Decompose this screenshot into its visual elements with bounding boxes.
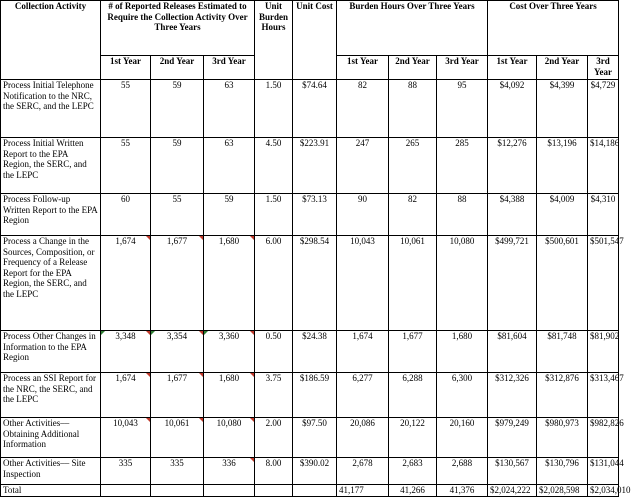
- unit-burden-hours-cell: 8.00: [255, 458, 293, 485]
- comment-flag-icon: [199, 331, 203, 335]
- releases-year-3-value: 3,360: [218, 331, 240, 341]
- burden-year-3-cell: 10,080: [437, 236, 488, 331]
- comment-flag-icon: [250, 418, 254, 422]
- activity-cell: Other Activities–– Site Inspection: [1, 458, 101, 485]
- comment-flag-icon: [199, 236, 203, 240]
- burden-year-3-cell: 2,688: [437, 458, 488, 485]
- unit-cost-cell: $298.54: [293, 236, 337, 331]
- releases-year-2-cell: 59: [151, 80, 204, 138]
- total-burden-year-2: 41,266: [389, 485, 437, 497]
- cost-year-3-cell: $131,044: [588, 458, 619, 485]
- unit-burden-hours-cell: 1.50: [255, 80, 293, 138]
- unit-burden-hours-cell: 0.50: [255, 331, 293, 373]
- header-releases-year-2: 2nd Year: [151, 56, 204, 80]
- table-row: [1, 138, 619, 194]
- releases-year-1-cell: 335: [101, 458, 151, 485]
- error-flag-icon: [151, 331, 155, 335]
- cost-year-2-cell: $130,796: [537, 458, 588, 485]
- comment-flag-icon: [250, 458, 254, 462]
- total-cost-year-2: $2,028,598: [537, 485, 588, 497]
- burden-year-1-cell: 6,277: [337, 373, 389, 418]
- header-reported-releases: # of Reported Releases Estimated to Require the Collection Activity Over Three Years: [101, 1, 255, 56]
- header-cost-year-2: 2nd Year: [537, 56, 588, 80]
- header-burden-year-2: 2nd Year: [389, 56, 437, 80]
- burden-year-2-cell: 265: [389, 138, 437, 194]
- table-row: [1, 331, 619, 373]
- burden-year-1-cell: 90: [337, 194, 389, 236]
- unit-burden-hours-cell: 2.00: [255, 418, 293, 458]
- activity-cell: Process Initial Written Report to the EPA Region, the SERC, and the LEPC: [1, 138, 101, 194]
- header-cost-year-3: 3rd Year: [588, 56, 619, 80]
- cost-year-3-cell: $501,547: [588, 236, 619, 331]
- releases-year-2-cell: [151, 418, 204, 458]
- releases-year-3-cell: [204, 418, 255, 458]
- unit-cost-cell: $24.38: [293, 331, 337, 373]
- cost-year-1-cell: $130,567: [488, 458, 537, 485]
- releases-year-2-value: 10,061: [164, 418, 190, 428]
- releases-year-2-value: 3,354: [166, 331, 188, 341]
- header-burden-year-3: 3rd Year: [437, 56, 488, 80]
- total-row: [1, 485, 619, 497]
- cost-year-1-cell: $979,249: [488, 418, 537, 458]
- releases-year-1-value: 3,348: [115, 331, 136, 341]
- header-burden-year-1: 1st Year: [337, 56, 389, 80]
- burden-year-3-cell: 95: [437, 80, 488, 138]
- burden-year-3-cell: 6,300: [437, 373, 488, 418]
- cost-year-2-cell: $312,876: [537, 373, 588, 418]
- header-unit-burden-hours: Unit Burden Hours: [255, 1, 293, 80]
- header-unit-cost: Unit Cost: [293, 1, 337, 80]
- cost-year-3-cell: $14,186: [588, 138, 619, 194]
- activity-cell: Process a Change in the Sources, Composition, or Frequency of a Release Report for the EPA Region, the SERC, and the LEPC: [1, 236, 101, 331]
- releases-year-1-cell: [101, 418, 151, 458]
- cost-year-1-cell: $4,092: [488, 80, 537, 138]
- header-collection-activity: Collection Activity: [1, 1, 101, 80]
- releases-year-1-cell: [101, 236, 151, 331]
- comment-flag-icon: [146, 418, 150, 422]
- empty-cell: [151, 485, 204, 497]
- comment-flag-icon: [199, 418, 203, 422]
- total-burden-year-1: 41,177: [337, 485, 389, 497]
- cost-year-3-cell: $81,902: [588, 331, 619, 373]
- comment-flag-icon: [250, 331, 254, 335]
- activity-cell: Process Initial Telephone Notification to the NRC, the SERC, and the LEPC: [1, 80, 101, 138]
- cost-year-3-cell: $4,729: [588, 80, 619, 138]
- header-releases-year-3: 3rd Year: [204, 56, 255, 80]
- burden-year-3-cell: 1,680: [437, 331, 488, 373]
- unit-cost-cell: $74.64: [293, 80, 337, 138]
- burden-year-1-cell: 247: [337, 138, 389, 194]
- unit-burden-hours-cell: 1.50: [255, 194, 293, 236]
- comment-flag-icon: [250, 373, 254, 377]
- unit-cost-cell: $223.91: [293, 138, 337, 194]
- releases-year-3-cell: [204, 373, 255, 418]
- activity-cell: Process Follow-up Written Report to the EPA Region: [1, 194, 101, 236]
- burden-year-2-cell: 82: [389, 194, 437, 236]
- error-flag-icon: [101, 331, 105, 335]
- releases-year-1-cell: [101, 373, 151, 418]
- error-flag-icon: [204, 331, 208, 335]
- cost-year-2-cell: $13,196: [537, 138, 588, 194]
- burden-year-3-cell: 20,160: [437, 418, 488, 458]
- burden-year-2-cell: 6,288: [389, 373, 437, 418]
- table-row: [1, 236, 619, 331]
- unit-cost-cell: $97.50: [293, 418, 337, 458]
- cost-year-2-cell: $980,973: [537, 418, 588, 458]
- table-row: [1, 80, 619, 138]
- releases-year-3-cell: 59: [204, 194, 255, 236]
- cost-year-1-cell: $12,276: [488, 138, 537, 194]
- releases-year-1-value: 1,674: [115, 373, 136, 383]
- burden-year-1-cell: 10,043: [337, 236, 389, 331]
- cost-year-3-cell: $4,310: [588, 194, 619, 236]
- releases-year-1-cell: 55: [101, 80, 151, 138]
- burden-year-1-cell: 82: [337, 80, 389, 138]
- cost-year-3-cell: $313,467: [588, 373, 619, 418]
- burden-year-2-cell: 1,677: [389, 331, 437, 373]
- table-row: [1, 418, 619, 458]
- releases-year-2-cell: 59: [151, 138, 204, 194]
- cost-year-2-cell: $500,601: [537, 236, 588, 331]
- cost-year-1-cell: $81,604: [488, 331, 537, 373]
- unit-burden-hours-cell: 4.50: [255, 138, 293, 194]
- total-label: Total: [1, 485, 101, 497]
- table-row: [1, 194, 619, 236]
- burden-year-1-cell: 20,086: [337, 418, 389, 458]
- activity-cell: Process Other Changes in Information to the EPA Region: [1, 331, 101, 373]
- cost-year-3-cell: $982,826: [588, 418, 619, 458]
- header-cost: Cost Over Three Years: [488, 1, 619, 56]
- table-row: [1, 458, 619, 485]
- unit-cost-cell: $73.13: [293, 194, 337, 236]
- activity-cell: Other Activities–– Obtaining Additional Information: [1, 418, 101, 458]
- releases-year-1-cell: 60: [101, 194, 151, 236]
- releases-year-1-cell: 55: [101, 138, 151, 194]
- total-cost-year-3: $2,034,010: [588, 485, 619, 497]
- comment-flag-icon: [199, 373, 203, 377]
- releases-year-2-cell: 335: [151, 458, 204, 485]
- releases-year-2-cell: 55: [151, 194, 204, 236]
- unit-burden-hours-cell: 3.75: [255, 373, 293, 418]
- releases-year-3-cell: [204, 331, 255, 373]
- cost-year-1-cell: $4,388: [488, 194, 537, 236]
- burden-year-1-cell: 1,674: [337, 331, 389, 373]
- releases-year-1-value: 1,674: [115, 236, 136, 246]
- empty-cell: [204, 485, 255, 497]
- total-cost-year-1: $2,024,222: [488, 485, 537, 497]
- burden-year-2-cell: 10,061: [389, 236, 437, 331]
- releases-year-3-cell: [204, 458, 255, 485]
- releases-year-2-cell: [151, 373, 204, 418]
- releases-year-2-cell: [151, 331, 204, 373]
- header-burden-hours: Burden Hours Over Three Years: [337, 1, 488, 56]
- cost-year-1-cell: $499,721: [488, 236, 537, 331]
- releases-year-2-cell: [151, 236, 204, 331]
- releases-year-1-value: 10,043: [113, 418, 138, 428]
- unit-burden-hours-cell: 6.00: [255, 236, 293, 331]
- comment-flag-icon: [146, 236, 150, 240]
- releases-year-3-value: 336: [222, 458, 236, 468]
- releases-year-2-value: 1,677: [166, 236, 188, 246]
- unit-cost-cell: $390.02: [293, 458, 337, 485]
- unit-cost-cell: $186.59: [293, 373, 337, 418]
- burden-year-3-cell: 285: [437, 138, 488, 194]
- releases-year-3-cell: 63: [204, 138, 255, 194]
- releases-year-3-value: 10,080: [216, 418, 242, 428]
- table-row: [1, 373, 619, 418]
- releases-year-3-cell: [204, 236, 255, 331]
- cost-year-1-cell: $312,326: [488, 373, 537, 418]
- burden-year-1-cell: 2,678: [337, 458, 389, 485]
- empty-cell: [101, 485, 151, 497]
- empty-cell: [293, 485, 337, 497]
- burden-year-2-cell: 2,683: [389, 458, 437, 485]
- total-burden-year-3: 41,376: [437, 485, 488, 497]
- releases-year-3-cell: 63: [204, 80, 255, 138]
- burden-year-2-cell: 88: [389, 80, 437, 138]
- comment-flag-icon: [250, 236, 254, 240]
- cost-year-2-cell: $81,748: [537, 331, 588, 373]
- releases-year-1-cell: [101, 331, 151, 373]
- burden-year-2-cell: 20,122: [389, 418, 437, 458]
- header-cost-year-1: 1st Year: [488, 56, 537, 80]
- releases-year-3-value: 1,680: [218, 373, 240, 383]
- releases-year-3-value: 1,680: [218, 236, 240, 246]
- releases-year-2-value: 1,677: [166, 373, 188, 383]
- activity-cell: Process an SSI Report for the NRC, the SERC, and the LEPC: [1, 373, 101, 418]
- comment-flag-icon: [146, 331, 150, 335]
- cost-year-2-cell: $4,009: [537, 194, 588, 236]
- empty-cell: [255, 485, 293, 497]
- cost-year-2-cell: $4,399: [537, 80, 588, 138]
- comment-flag-icon: [146, 373, 150, 377]
- header-releases-year-1: 1st Year: [101, 56, 151, 80]
- burden-year-3-cell: 88: [437, 194, 488, 236]
